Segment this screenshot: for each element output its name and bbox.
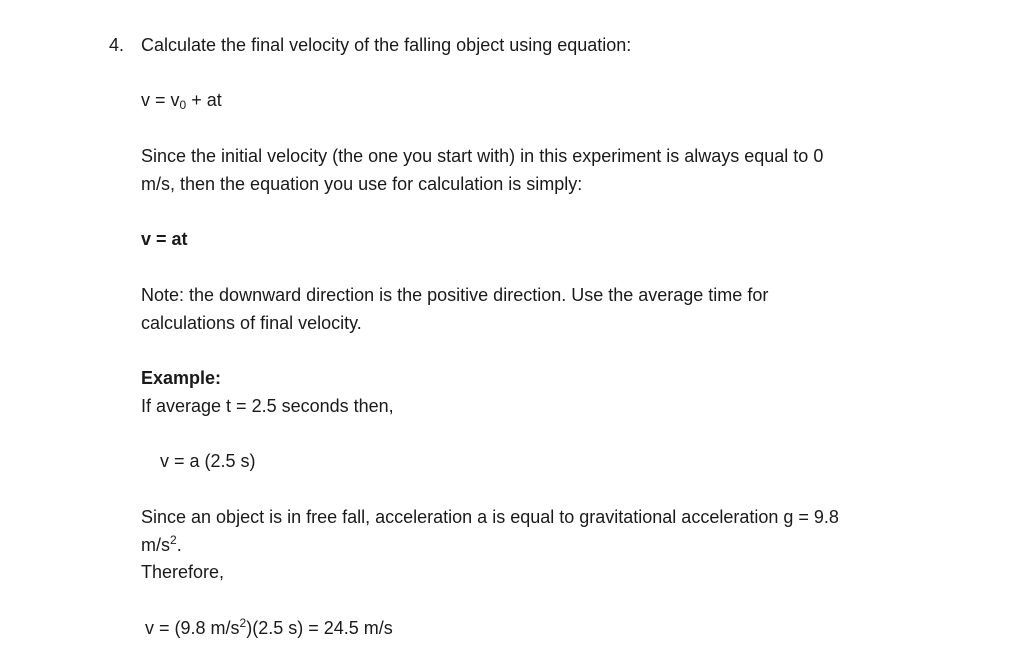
equation-general	[141, 86, 222, 114]
item-number: 4.	[109, 35, 125, 55]
result-equation	[145, 614, 393, 642]
initial-velocity-line-1: Since the initial velocity (the one you start with) in this experiment is always equal to 0	[141, 146, 824, 166]
item-heading: Calculate the final velocity of the falling object using equation:	[141, 35, 632, 55]
note-line-2: calculations of final velocity.	[141, 313, 362, 333]
freefall-line-1: Since an object is in free fall, acceleration a is equal to gravitational acceleration g = 9.8	[141, 507, 839, 527]
initial-velocity-line-2: m/s, then the equation you use for calculation is simply:	[141, 174, 583, 194]
result-part-2: )(2.5 s) = 24.5 m/s	[246, 618, 393, 638]
example-label: Example:	[141, 368, 222, 388]
equation-general-subscript: 0	[179, 98, 187, 112]
therefore-text: Therefore,	[141, 562, 225, 582]
example-intro: If average t = 2.5 seconds then,	[141, 396, 394, 416]
freefall-line-2	[141, 531, 182, 559]
equation-simple: v = at	[141, 229, 188, 249]
equation-general-lhs: v = v	[141, 90, 180, 110]
equation-general-rhs: + at	[186, 90, 222, 110]
result-exponent: 2	[239, 616, 247, 630]
freefall-period: .	[176, 535, 182, 555]
example-equation: v = a (2.5 s)	[160, 451, 256, 471]
note-line-1: Note: the downward direction is the positive direction. Use the average time for	[141, 285, 769, 305]
result-part-1: v = (9.8 m/s	[145, 618, 240, 638]
freefall-unit: m/s	[141, 535, 170, 555]
freefall-unit-exponent: 2	[170, 533, 177, 547]
